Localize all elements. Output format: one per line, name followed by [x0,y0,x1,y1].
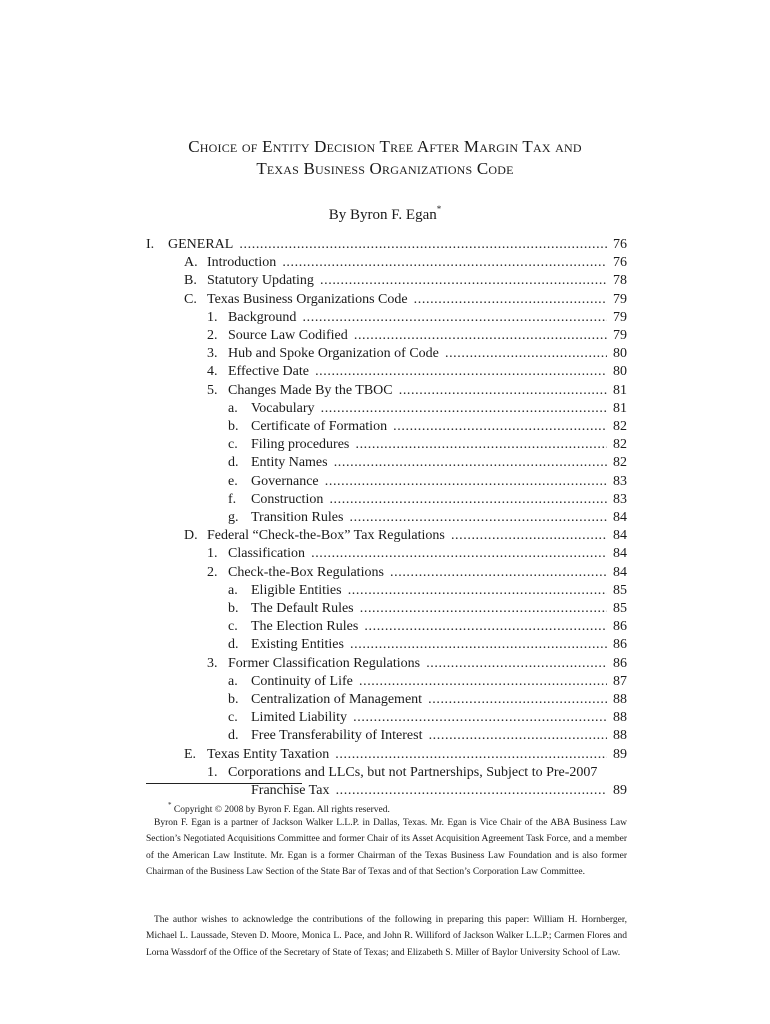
toc-marker: 2. [207,328,218,343]
toc-entry [228,473,627,491]
toc-page-number: 79 [607,291,627,309]
toc-entry [228,509,627,527]
toc-entry [228,454,627,472]
toc-entry [207,363,627,381]
toc-label: Statutory Updating [207,273,314,289]
toc-label: Introduction [207,255,277,271]
toc-entry [228,400,627,418]
toc-entry [184,527,627,545]
toc-label: Check-the-Box Regulations [228,564,384,580]
toc-page-number: 89 [607,782,627,800]
toc-page-number: 84 [607,545,627,563]
toc-entry [184,254,627,272]
toc-marker: d. [228,728,239,744]
toc-page-number: 88 [607,727,627,745]
toc-label: Governance [251,473,319,489]
toc-page-number: 79 [607,309,627,327]
toc-label: Centralization of Management [251,692,423,707]
toc-label: Former Classification Regulations [228,655,421,671]
toc-entry [207,764,627,782]
toc-label: Certificate of Formation [251,419,388,434]
toc-marker: a. [228,673,238,689]
toc-entry [184,291,627,309]
toc-label: GENERAL [168,237,234,252]
toc-label: Effective Date [228,364,309,380]
toc-label: Classification [228,546,305,562]
toc-entry [228,636,627,654]
toc-marker: 1. [207,546,218,562]
toc-marker: a. [228,582,238,598]
toc-marker: c. [228,710,238,726]
footnote-acknowledgment [146,912,627,961]
toc-entry [228,600,627,618]
toc-entry [184,272,627,290]
toc-page-number: 76 [607,236,627,254]
toc-entry [228,673,627,691]
toc-marker: 1. [207,309,218,325]
toc-marker: c. [228,619,238,635]
toc-marker: b. [228,601,239,616]
author-name: By Byron F. Egan [328,207,437,223]
toc-marker: b. [228,692,239,707]
toc-page-number: 81 [607,400,627,418]
toc-page-number: 81 [607,382,627,400]
toc-page-number: 83 [607,491,627,509]
toc-entry [207,564,627,582]
toc-entry [207,655,627,673]
toc-entry [146,236,627,254]
toc-marker: f. [228,491,237,507]
toc-label: Vocabulary [251,400,315,416]
toc-page-number: 88 [607,691,627,709]
toc-entry [228,582,627,600]
toc-page-number: 76 [607,254,627,272]
toc-marker: I. [146,237,155,252]
toc-page-number: 87 [607,673,627,691]
toc-label: Changes Made By the TBOC [228,382,393,398]
toc-entry [228,691,627,709]
toc-label: Entity Names [251,455,328,471]
toc-entry [207,382,627,400]
toc-entry [228,709,627,727]
toc-marker: b. [228,419,239,434]
toc-page-number: 84 [607,509,627,527]
toc-page-number: 83 [607,473,627,491]
toc-entry [207,545,627,563]
toc-marker: 3. [207,346,218,362]
toc-label: The Election Rules [251,619,359,635]
toc-marker: B. [184,273,197,289]
toc-label: Source Law Codified [228,328,348,343]
toc-entry [207,327,627,345]
toc-marker: 3. [207,655,218,671]
toc-marker: A. [184,255,198,271]
toc-label: Filing procedures [251,437,350,453]
toc-marker: 4. [207,364,218,380]
toc-label: Franchise Tax [251,783,330,798]
toc-label: Hub and Spoke Organization of Code [228,346,439,362]
toc-entry [207,309,627,327]
footnote-divider [146,783,302,784]
toc-page-number: 80 [607,345,627,363]
toc-page-number: 82 [607,436,627,454]
copyright-text: Copyright © 2008 by Byron F. Egan. All rights reserved. [173,805,390,815]
toc-label: Construction [251,491,324,507]
toc-entry [207,345,627,363]
toc-page-number: 82 [607,418,627,436]
toc-page-number: 86 [607,618,627,636]
toc-marker: c. [228,437,238,453]
toc-entry [228,491,627,509]
toc-label: Federal “Check-the-Box” Tax Regulations [207,528,445,544]
toc-entry [184,746,627,764]
title-line-1: Choice of Entity Decision Tree After Margin Tax and [188,137,582,156]
toc-marker: a. [228,400,238,416]
toc-marker: d. [228,455,239,471]
toc-entry [228,727,627,745]
toc-marker: C. [184,291,197,307]
toc-page-number: 85 [607,582,627,600]
toc-marker: E. [184,746,197,762]
toc-entry [228,436,627,454]
toc-page-number: 84 [607,564,627,582]
toc-label: Corporations and LLCs, but not Partnerships, Subject to Pre-2007 [228,764,598,780]
toc-label: Existing Entities [251,637,344,653]
acknowledgment-text: The author wishes to acknowledge the contributions of the following in preparing this paper: William H. Hornberger, Michael L. Laussade, Steven D. Moore, Monica L. Pace, and John R. Williford of Jackson Walker L.L.P.; Carmen Flores and Lorna Wassdorf of the Office of the Secretary of State of Texas; and Elizabeth S. Miller of Baylor University School of Law. [146,915,627,958]
toc-marker: 1. [207,764,218,780]
bio-text: Byron F. Egan is a partner of Jackson Walker L.L.P. in Dallas, Texas. Mr. Egan is Vice Chair of the ABA Business Law Section’s Negotiated Acquisitions Committee and former Chair of its Asset Acquisition Agreement Task Force, and a member of the American Law Institute. Mr. Egan is a former Chairman of the Texas Business Law Foundation and is also former Chairman of the Business Law Section of the State Bar of Texas and of that Section’s Corporation Law Committee. [146,818,627,878]
toc-label: Texas Business Organizations Code [207,291,408,307]
author-footnote-mark: * [436,204,442,214]
toc-marker: d. [228,637,239,653]
toc-label: Continuity of Life [251,673,353,689]
toc-label: Eligible Entities [251,582,342,598]
toc-page-number: 80 [607,363,627,381]
toc-marker: 2. [207,564,218,580]
toc-page-number: 89 [607,746,627,764]
title-line-2: Texas Business Organizations Code [256,159,514,178]
toc-page-number: 78 [607,272,627,290]
toc-marker: D. [184,528,198,544]
toc-label: The Default Rules [251,601,354,616]
toc-page-number: 88 [607,709,627,727]
toc-label: Texas Entity Taxation [207,746,330,762]
toc-page-number: 85 [607,600,627,618]
toc-label: Free Transferability of Interest [251,728,423,744]
toc-marker: 5. [207,382,218,398]
toc-page-number: 79 [607,327,627,345]
author-byline [120,199,650,225]
toc-marker: g. [228,510,239,525]
toc-page-number: 82 [607,454,627,472]
toc-page-number: 86 [607,655,627,673]
document-title [120,136,650,180]
footnote-bio [146,815,627,881]
toc-label: Background [228,309,297,325]
toc-label: Limited Liability [251,710,348,726]
toc-page-number: 86 [607,636,627,654]
toc-page-number: 84 [607,527,627,545]
toc-marker: e. [228,473,238,489]
toc-entry [228,618,627,636]
toc-entry [228,418,627,436]
toc-label: Transition Rules [251,510,344,525]
footnote-mark: * [168,801,172,809]
